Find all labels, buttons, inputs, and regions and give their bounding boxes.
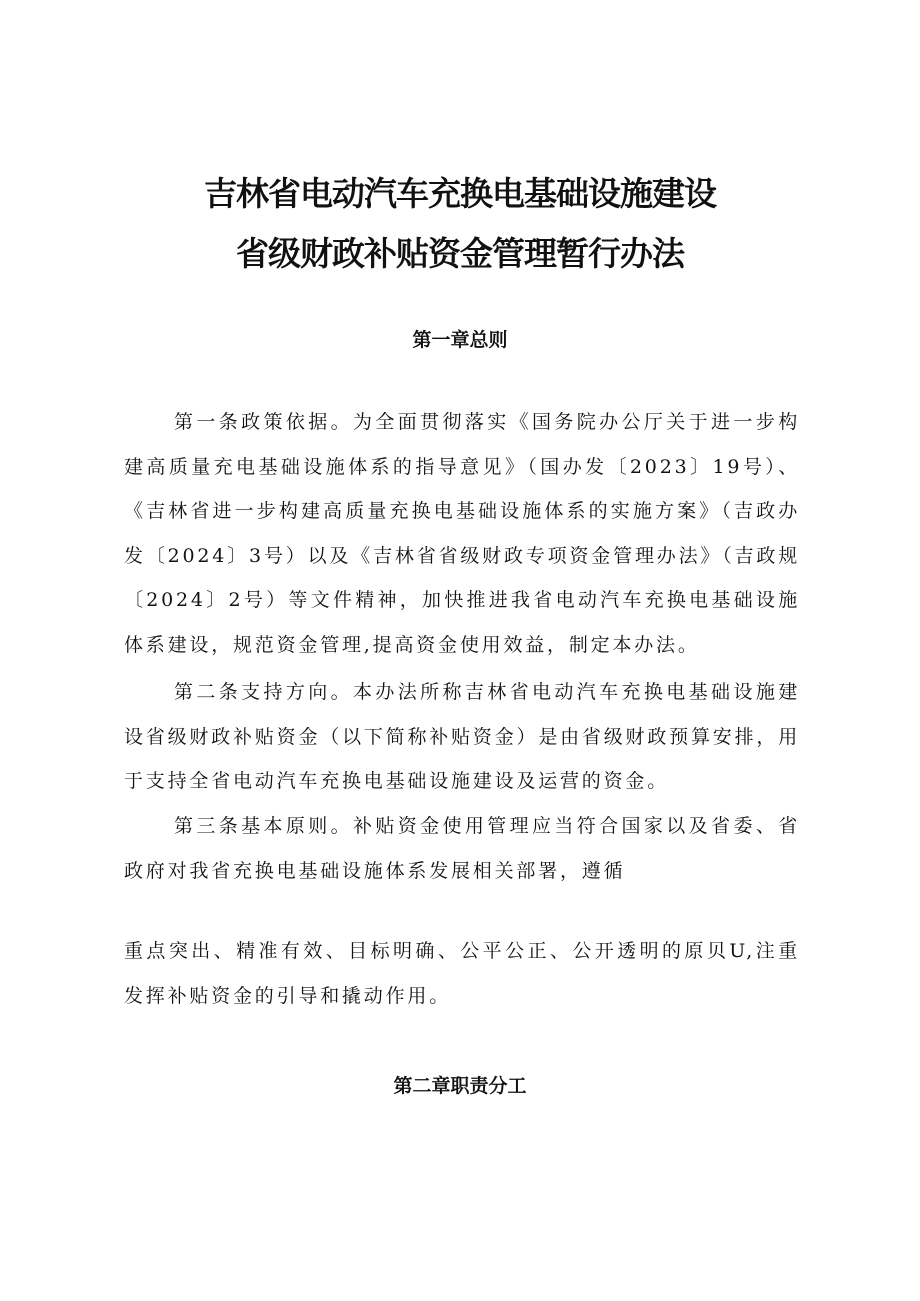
- chapter-heading-2: 第二章职责分工: [393, 1075, 527, 1097]
- document-title-line-2: 省级财政补贴资金管理暂行办法: [236, 234, 684, 273]
- chapter-heading-1: 第一章总则: [412, 329, 508, 351]
- article-2-paragraph: 第二条支持方向。本办法所称吉林省电动汽车充换电基础设施建设省级财政补贴资金（以下简称补贴资金）是由省级财政预算安排，用于支持全省电动汽车充换电基础设施建设及运营的资金。: [124, 681, 800, 793]
- article-1-paragraph: 第一条政策依据。为全面贯彻落实《国务院办公厅关于进一步构建高质量充电基础设施体系的指导意见》（国办发〔2023〕19号）、《吉林省进一步构建高质量充换电基础设施体系的实施方案》（吉政办发〔2024〕3号）以及《吉林省省级财政专项资金管理办法》（吉政规〔2024〕2号）等文件精神，加快推进我省电动汽车充换电基础设施体系建设，规范资金管理,提高资金使用效益，制定本办法。: [124, 411, 800, 656]
- article-3-paragraph: 第三条基本原则。补贴资金使用管理应当符合国家以及省委、省政府对我省充换电基础设施体系发展相关部署，遵循: [124, 815, 800, 882]
- document-title-line-1: 吉林省电动汽车充换电基础设施建设: [204, 174, 716, 213]
- article-3-continuation: 重点突出、精准有效、目标明确、公平公正、公开透明的原贝U,注重发挥补贴资金的引导和撬动作用。: [124, 940, 800, 1007]
